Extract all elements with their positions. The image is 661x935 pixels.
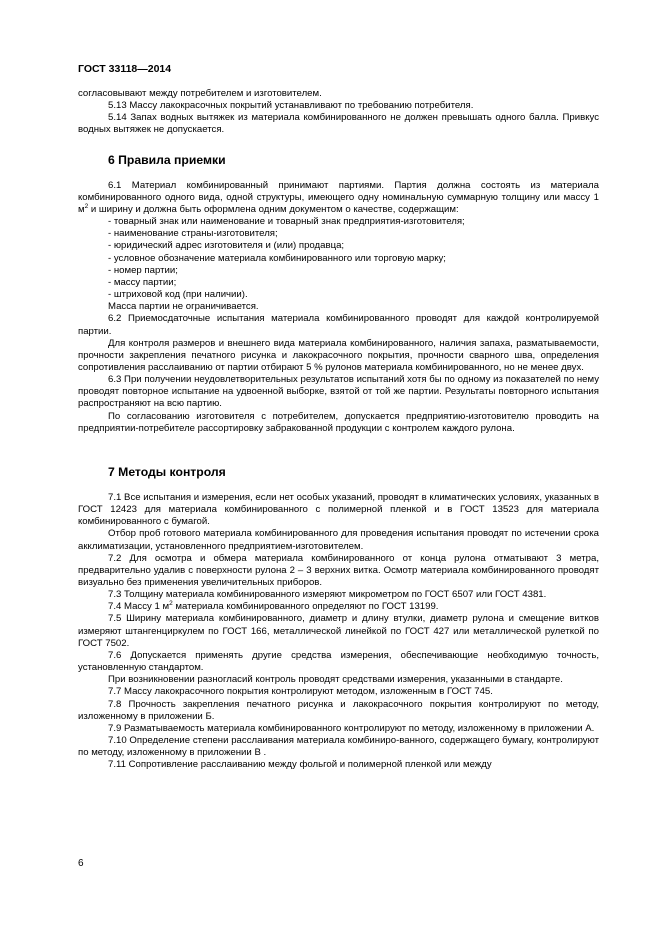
- page-number: 6: [78, 858, 84, 869]
- page-body: [78, 88, 599, 772]
- paragraph-7-3: 7.3 Толщину материала комбинированного измеряют микрометром по ГОСТ 6507 или ГОСТ 4381.: [108, 589, 547, 601]
- paragraph-5-14: 5.14 Запах водных вытяжек из материала комбинированного не должен превышать одного балла. Привкус водных вытяжек не допускается.: [78, 112, 599, 136]
- paragraph-7-4-text-end: материала комбинированного определяют по ГОСТ 13199.: [172, 601, 439, 613]
- document-code: ГОСТ 33118—2014: [78, 63, 172, 75]
- paragraph-7-6-disputes: При возникновении разногласий контроль проводят средствами измерения, указанными в стандарте.: [108, 674, 563, 686]
- section-6-heading: 6 Правила приемки: [108, 152, 226, 167]
- paragraph-7-8: 7.8 Прочность закрепления печатного рисунка и лакокрасочного покрытия контролируют по методу, изложенному в приложении Б.: [78, 698, 599, 722]
- paragraph-7-4-text: 7.4 Массу 1 м: [108, 601, 170, 613]
- paragraph-6-1-text: 6.1 Материал комбинированный принимают партиями. Партия должна состоять из материала комбинированного одного вида, одной структуры, имеющего одну номинальную суммарную толщину или массу 1 м: [78, 179, 599, 215]
- paragraph-7-10: 7.10 Определение степени расслаивания материала комбиниро-ванного, содержащего бумагу, контролируют по методу, изложенному в приложении В .: [78, 735, 599, 759]
- paragraph-continuation: согласовывают между потребителем и изготовителем.: [78, 88, 322, 99]
- superscript-2: 2: [169, 600, 173, 608]
- paragraph-5-13: 5.13 Массу лакокрасочных покрытий устанавливают по требованию потребителя.: [108, 100, 474, 112]
- paragraph-7-1: 7.1 Все испытания и измерения, если нет особых указаний, проводят в климатических условиях, указанных в ГОСТ 12423 для материала комбинированного с полимерной пленкой и в ГОСТ 13523 для материала комбинированного с бумагой.: [78, 491, 599, 528]
- paragraph-6-1: [78, 180, 599, 216]
- paragraph-7-11: 7.11 Сопротивление расслаиванию между фольгой и полимерной пленкой или между: [108, 759, 492, 771]
- paragraph-6-2-sampling: Для контроля размеров и внешнего вида материала комбинированного, наличия запаха, разматываемости, прочности закрепления печатного рисунка и лакокрасочного покрытия, прочности сварного шва, определения сопротивления расслаиванию от партии отбирают 5 % рулонов материала комбинированного, но не менее двух.: [78, 337, 599, 373]
- superscript-2: 2: [84, 202, 89, 210]
- list-item: - номер партии;: [108, 264, 178, 276]
- paragraph-7-6: 7.6 Допускается применять другие средства измерения, обеспечивающие необходимую точность, установленную стандартом.: [78, 649, 599, 674]
- section-7-heading: 7 Методы контроля: [108, 464, 226, 479]
- list-item: - наименование страны-изготовителя;: [108, 228, 278, 240]
- paragraph-7-4: [78, 601, 599, 613]
- paragraph-6-3-sorting: По согласованию изготовителя с потребителем, допускается предприятию-изготовителю проводить на предприятии-потребителе рассортировку забракованной продукции с контролем каждого рулона.: [78, 410, 599, 434]
- list-item: - условное обозначение материала комбинированного или торговую марку;: [108, 252, 446, 264]
- paragraph-7-7: 7.7 Массу лакокрасочного покрытия контролируют методом, изложенным в ГОСТ 745.: [108, 686, 493, 698]
- paragraph-7-5: 7.5 Ширину материала комбинированного, диаметр и длину втулки, диаметр рулона и смещение витков измеряют штангенциркулем по ГОСТ 166, металлической линейкой по ГОСТ 427 или металлической рулеткой по ГОСТ 7502.: [78, 613, 599, 649]
- paragraph-6-3: 6.3 При получении неудовлетворительных результатов испытаний хотя бы по одному из показателей по нему проводят повторное испытание на удвоенной выборке, взятой от той же партии. Результаты повторного испытания распространяют на всю партию.: [78, 374, 599, 410]
- list-item: - штриховой код (при наличии).: [108, 289, 248, 301]
- paragraph-6-1-text-end: и ширину и должна быть оформлена одним документом о качестве, содержащим:: [88, 203, 459, 215]
- paragraph-6-2: 6.2 Приемосдаточные испытания материала комбинированного проводят для каждой контролируемой партии.: [78, 313, 599, 337]
- list-item: - массу партии;: [108, 276, 177, 288]
- list-item: - юридический адрес изготовителя и (или) продавца;: [108, 240, 345, 252]
- list-item: - товарный знак или наименование и товарный знак предприятия-изготовителя;: [108, 216, 465, 228]
- paragraph-batch-mass: Масса партии не ограничивается.: [108, 301, 259, 313]
- paragraph-7-2: 7.2 Для осмотра и обмера материала комбинированного от конца рулона отматывают 3 метра, предварительно удалив с поверхности рулона 2 – 3 верхних витка. Осмотр материала комбинированного проводят визуально без применения увеличительных приборов.: [78, 552, 599, 588]
- paragraph-7-9: 7.9 Разматываемость материала комбинированного контролируют по методу, изложенному в приложении А.: [108, 722, 595, 734]
- paragraph-7-1-sampling: Отбор проб готового материала комбинированного для проведения испытания проводят по истечении срока акклиматизации, установленного предприятием-изготовителем.: [78, 528, 599, 552]
